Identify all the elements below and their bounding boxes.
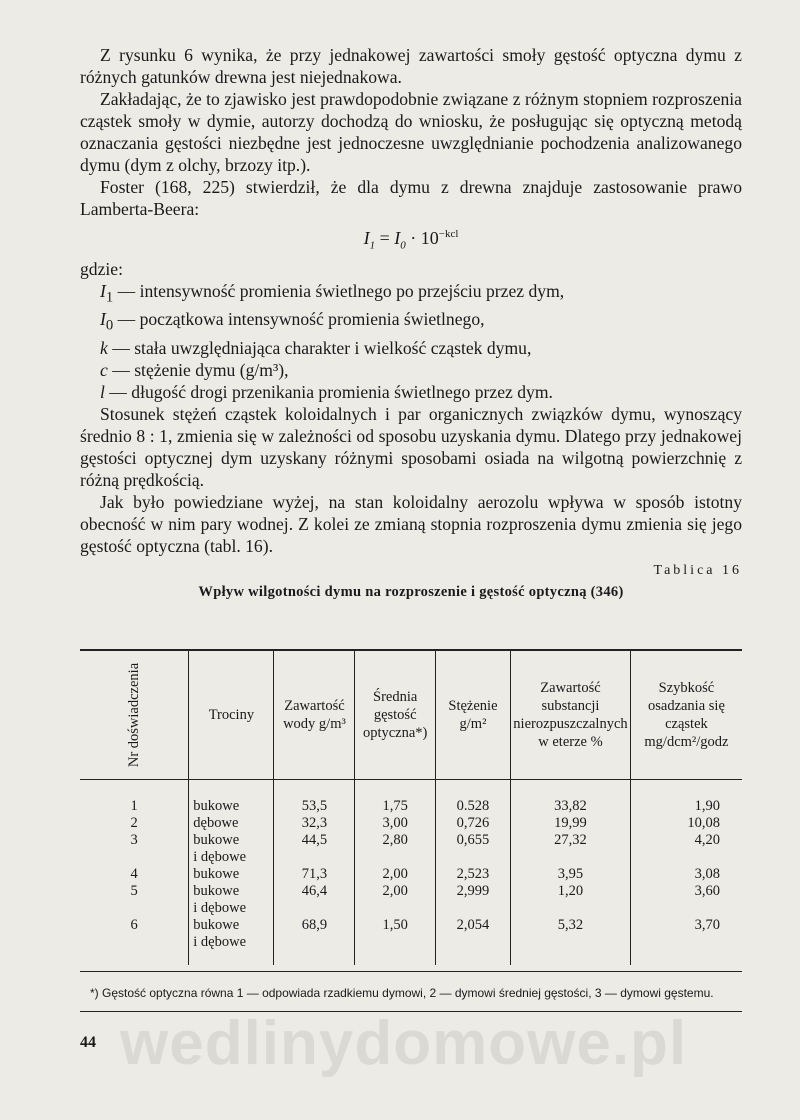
table-body: [80, 780, 742, 966]
cell-nr: [80, 934, 189, 965]
def-text: — intensywność promienia świetlnego po przejściu przez dym,: [113, 280, 565, 301]
cell-nr: [80, 900, 189, 917]
formula-lhs: I: [363, 228, 370, 248]
cell-trociny: bukowe: [189, 832, 274, 849]
cell-szybkosc: [630, 849, 742, 866]
cell-woda: 32,3: [274, 815, 355, 832]
cell-woda: 71,3: [274, 866, 355, 883]
data-table: [80, 651, 742, 965]
cell-trociny: bukowe: [189, 917, 274, 934]
cell-szybkosc: 1,90: [630, 780, 742, 816]
paragraph-4: Stosunek stężeń cząstek koloidalnych i par organicznych związków dymu, wynoszący średnio 8 : 1, zmienia się w zależności od sposobu uzyskania dymu. Dlatego przy jednakowej gęstości optycznej dym uzyskany różnymi sposobami osiada na wilgotną powierzchnię z różną prędkością.: [80, 403, 742, 490]
cell-gestosc: [355, 934, 435, 965]
cell-trociny: bukowe: [189, 780, 274, 816]
formula-rhs-sub: 0: [400, 239, 406, 252]
table-label: Tablica 16: [653, 562, 742, 578]
def-sub: 0: [105, 317, 114, 334]
cell-trociny: i dębowe: [189, 934, 274, 965]
column-header: Zawartość wody g/m³: [274, 651, 355, 780]
cell-szybkosc: [630, 900, 742, 917]
cell-gestosc: 2,00: [355, 883, 435, 900]
formula-exponent: −kcl: [438, 228, 459, 240]
cell-woda: [274, 849, 355, 866]
cell-nr: 6: [130, 917, 138, 933]
cell-zawartosc: 33,82: [511, 780, 631, 816]
cell-stezenie: [435, 900, 510, 917]
cell-gestosc: [355, 900, 435, 917]
table-row: [80, 832, 742, 849]
cell-stezenie: [435, 934, 510, 965]
table-header-row: [80, 651, 742, 780]
watermark: wedlinydomowe.pl: [120, 1009, 688, 1078]
def-symbol: I: [100, 309, 106, 330]
definition-item: [80, 359, 742, 381]
table-row: [80, 780, 742, 816]
header-text: Nr doświadczenia: [126, 662, 143, 768]
column-header: Stężenie g/m²: [435, 651, 510, 780]
cell-stezenie: 2,999: [435, 883, 510, 900]
cell-stezenie: 0,655: [435, 832, 510, 849]
cell-stezenie: 2,523: [435, 866, 510, 883]
gdzie-label: gdzie:: [80, 258, 123, 279]
def-symbol: l: [100, 381, 105, 402]
def-symbol: I: [100, 280, 106, 301]
def-text: — długość drogi przenikania promienia świetlnego przez dym.: [104, 381, 553, 402]
table-row: [80, 934, 742, 965]
cell-zawartosc: [511, 900, 631, 917]
table-row: [80, 900, 742, 917]
def-text: — stężenie dymu (g/m³),: [107, 359, 289, 380]
cell-nr: 1: [130, 798, 138, 814]
cell-nr: 3: [130, 832, 138, 848]
cell-szybkosc: 4,20: [630, 832, 742, 849]
cell-gestosc: 1,50: [355, 917, 435, 934]
cell-zawartosc: 19,99: [511, 815, 631, 832]
cell-woda: 68,9: [274, 917, 355, 934]
cell-zawartosc: 1,20: [511, 883, 631, 900]
table-title: Wpływ wilgotności dymu na rozproszenie i gęstość optyczną (346): [198, 583, 624, 600]
def-text: — stała uwzględniająca charakter i wielkość cząstek dymu,: [107, 337, 532, 358]
cell-stezenie: 0,726: [435, 815, 510, 832]
table-footnote: *) Gęstość optyczna równa 1 — odpowiada rzadkiemu dymowi, 2 — dymowi średniej gęstości, 3 — dymowi gęstemu.: [80, 971, 742, 1011]
definition-item: [80, 308, 742, 337]
cell-woda: [274, 900, 355, 917]
cell-stezenie: [435, 849, 510, 866]
column-header: Średnia gęstość optyczna*): [355, 651, 435, 780]
cell-szybkosc: 10,08: [630, 815, 742, 832]
formula-eq: =: [375, 228, 395, 248]
column-header: Zawartość substancji nierozpuszczalnych w eterze %: [511, 651, 631, 780]
cell-zawartosc: [511, 934, 631, 965]
cell-gestosc: 2,00: [355, 866, 435, 883]
paragraph-5: Jak było powiedziane wyżej, na stan koloidalny aerozolu wpływa w sposób istotny obecność w nim pary wodnej. Z kolei ze zmianą stopnia rozproszenia dymu zmienia się jego gęstość optyczna (tabl. 16).: [80, 491, 742, 556]
formula-rhs: I: [394, 228, 401, 248]
page-content: [80, 44, 742, 1000]
cell-szybkosc: 3,60: [630, 883, 742, 900]
cell-nr: [80, 849, 189, 866]
cell-nr: 2: [130, 815, 138, 831]
table-row: [80, 883, 742, 900]
cell-nr: 5: [130, 883, 138, 899]
cell-woda: 46,4: [274, 883, 355, 900]
paragraph-1: Z rysunku 6 wynika, że przy jednakowej zawartości smoły gęstość optyczna dymu z różnych gatunków drewna jest niejednakowa.: [80, 45, 742, 87]
cell-szybkosc: 3,70: [630, 917, 742, 934]
cell-trociny: dębowe: [189, 815, 274, 832]
lambert-beer-formula: [80, 222, 742, 258]
table-row: [80, 917, 742, 934]
cell-woda: 53,5: [274, 780, 355, 816]
cell-trociny: i dębowe: [189, 900, 274, 917]
column-header: Szybkość osadzania się cząstek mg/dcm²/godz: [630, 651, 742, 780]
paragraph-2: Zakładając, że to zjawisko jest prawdopodobnie związane z różnym stopniem rozproszenia cząstek smoły w dymie, autorzy dochodzą do wniosku, że posługując się optyczną metodą oznaczania gęstości niezbędne jest jednoczesne uwzględnianie pochodzenia analizowanego dymu (dym z olchy, brzozy itp.).: [80, 89, 742, 175]
table-row: [80, 815, 742, 832]
definition-item: [80, 381, 742, 403]
def-symbol: c: [100, 359, 108, 380]
cell-szybkosc: 3,08: [630, 866, 742, 883]
table-16: [80, 649, 742, 1012]
table-row: [80, 866, 742, 883]
cell-woda: 44,5: [274, 832, 355, 849]
def-sub: 1: [105, 289, 114, 306]
column-header: [80, 651, 189, 780]
cell-stezenie: 2,054: [435, 917, 510, 934]
cell-trociny: i dębowe: [189, 849, 274, 866]
cell-szybkosc: [630, 934, 742, 965]
cell-stezenie: 0.528: [435, 780, 510, 816]
cell-zawartosc: [511, 849, 631, 866]
cell-gestosc: 3,00: [355, 815, 435, 832]
definitions: [80, 258, 742, 403]
page-number: 44: [80, 1034, 96, 1051]
cell-gestosc: 1,75: [355, 780, 435, 816]
def-symbol: k: [100, 337, 108, 358]
table-row: [80, 849, 742, 866]
cell-gestosc: 2,80: [355, 832, 435, 849]
cell-zawartosc: 27,32: [511, 832, 631, 849]
cell-woda: [274, 934, 355, 965]
column-header: Trociny: [189, 651, 274, 780]
formula-mult: · 10: [405, 228, 439, 248]
cell-trociny: bukowe: [189, 883, 274, 900]
cell-zawartosc: 5,32: [511, 917, 631, 934]
cell-zawartosc: 3,95: [511, 866, 631, 883]
paragraph-3: Foster (168, 225) stwierdził, że dla dymu z drewna znajduje zastosowanie prawo Lamberta-Beera:: [80, 177, 742, 219]
definition-item: [80, 280, 742, 309]
cell-trociny: bukowe: [189, 866, 274, 883]
cell-nr: 4: [130, 866, 138, 882]
definition-item: [80, 337, 742, 359]
def-text: — początkowa intensywność promienia świetlnego,: [113, 309, 485, 330]
formula-lhs-sub: 1: [369, 239, 376, 252]
cell-gestosc: [355, 849, 435, 866]
